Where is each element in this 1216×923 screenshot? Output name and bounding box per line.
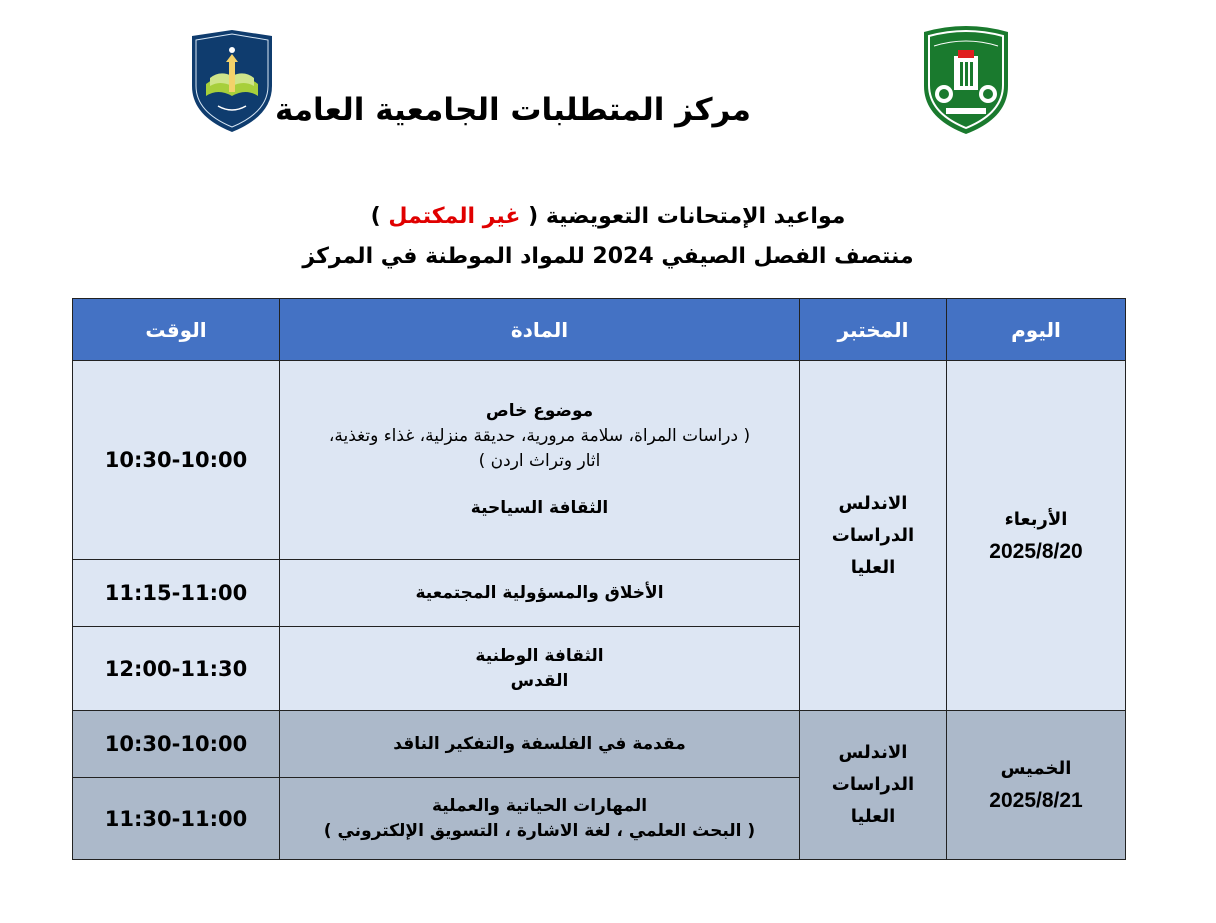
time-cell: 10:30-10:00 — [73, 361, 280, 560]
subject-detail: ( دراسات المراة، سلامة مرورية، حديقة منزلية، غذاء وتغذية، — [328, 426, 751, 446]
lab-detail: الدراسات العليا — [831, 774, 915, 827]
day-name: الخميس — [1000, 758, 1072, 779]
subject-title: مقدمة في الفلسفة والتفكير الناقد — [393, 733, 686, 754]
header-day: اليوم — [947, 299, 1126, 361]
subtitle-highlight: غير المكتمل — [388, 204, 521, 229]
subject-detail: القدس — [510, 670, 569, 691]
subject-title: الثقافة الوطنية — [475, 645, 604, 666]
day-date: 2025/8/21 — [989, 789, 1083, 812]
subject-cell — [280, 560, 800, 627]
lab-cell — [800, 361, 947, 711]
subtitle-text-before: مواعيد الإمتحانات التعويضية ( — [528, 204, 846, 229]
time-cell: 10:30-10:00 — [73, 711, 280, 778]
table-row — [73, 361, 1126, 560]
page-title: مركز المتطلبات الجامعية العامة — [275, 92, 751, 128]
day-cell — [947, 361, 1126, 711]
subject-detail: ( البحث العلمي ، لغة الاشارة ، التسويق الإلكتروني ) — [323, 820, 756, 841]
exam-schedule-table — [72, 298, 1126, 860]
day-date: 2025/8/20 — [989, 539, 1083, 563]
subject-detail: اثار وتراث اردن ) — [478, 451, 601, 471]
header-subject: المادة — [280, 299, 800, 361]
time-cell: 11:30-11:00 — [73, 778, 280, 860]
subject-title: المهارات الحياتية والعملية — [431, 795, 648, 816]
time-cell: 12:00-11:30 — [73, 627, 280, 711]
subject-extra: الثقافة السياحية — [470, 498, 609, 518]
lab-cell — [800, 711, 947, 860]
day-name: الأربعاء — [1004, 508, 1068, 530]
subject-cell — [280, 711, 800, 778]
semester-subtitle: منتصف الفصل الصيفي 2024 للمواد الموطنة في المركز — [302, 244, 914, 269]
schedule-subtitle — [0, 204, 1216, 229]
subject-cell — [280, 361, 800, 560]
header-lab: المختبر — [800, 299, 947, 361]
subject-title: موضوع خاص — [485, 401, 594, 421]
subject-cell — [280, 627, 800, 711]
lab-name: الاندلس — [838, 492, 908, 514]
subject-cell — [280, 778, 800, 860]
subject-title: الأخلاق والمسؤولية المجتمعية — [415, 582, 664, 603]
table-header-row — [73, 299, 1126, 361]
header-time: الوقت — [73, 299, 280, 361]
table-row — [73, 711, 1126, 778]
day-cell — [947, 711, 1126, 860]
lab-detail: الدراسات العليا — [831, 524, 915, 578]
time-cell: 11:15-11:00 — [73, 560, 280, 627]
lab-name: الاندلس — [838, 742, 908, 763]
subtitle-text-after: ) — [370, 204, 381, 229]
